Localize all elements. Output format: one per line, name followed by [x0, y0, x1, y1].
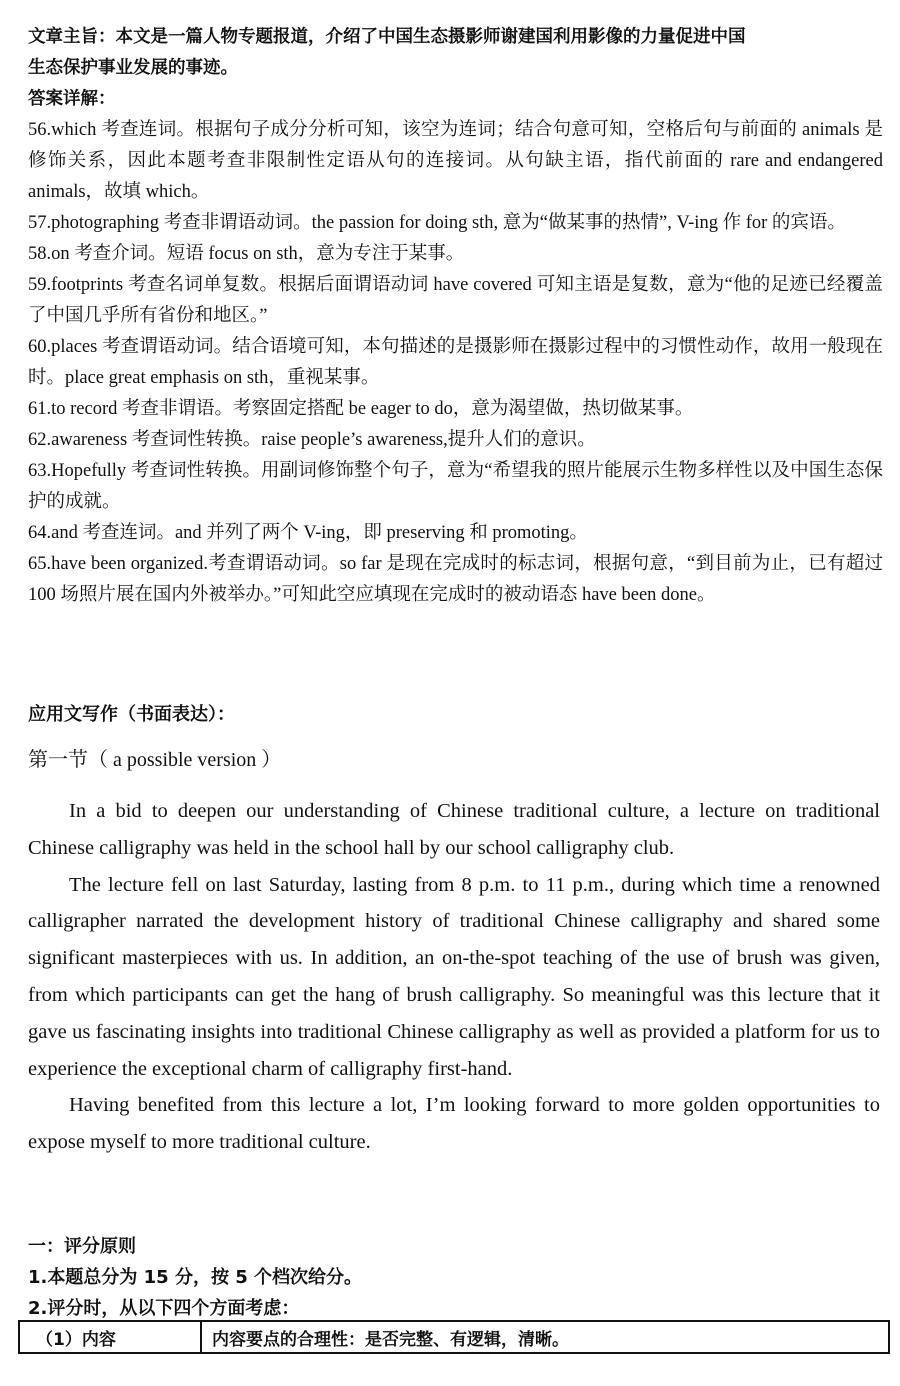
answer-item-57 [28, 208, 883, 239]
answer-number: 59.footprints [28, 275, 124, 295]
scoring-rule-2: 2.评分时，从以下四个方面考虑： [28, 1298, 300, 1319]
answer-explanation: 考查名词单复数。根据后面谓语动词 have covered 可知主语是复数，意为“他的足迹已经覆盖了中国几乎所有省份和地区。” [28, 275, 883, 326]
scoring-rule-1: 1.本题总分为 15 分，按 5 个档次给分。 [28, 1267, 363, 1288]
answer-explanation: 考查介词。短语 focus on sth，意为专注于某事。 [69, 244, 465, 264]
answer-item-62 [28, 425, 883, 456]
section-label: 第一节 [28, 747, 88, 771]
answer-number: 57.photographing [28, 213, 160, 233]
rubric-category: （1）内容 [19, 1321, 201, 1353]
answer-number: 58.on [28, 244, 70, 264]
answer-item-61 [28, 394, 883, 425]
answer-explanation: 考查连词。and 并列了两个 V-ing，即 preserving 和 promoting。 [77, 523, 588, 543]
article-summary [28, 22, 880, 84]
answer-explanation: 考查谓语动词。结合语境可知，本句描述的是摄影师在摄影过程中的习惯性动作，故用一般现在时。place great emphasis on sth，重视某事。 [28, 337, 883, 388]
answer-explanation: 考查非谓语动词。the passion for doing sth, 意为“做某事的热情”, V-ing 作 for 的宾语。 [159, 213, 846, 233]
summary-line-1: 文章主旨：本文是一篇人物专题报道，介绍了中国生态摄影师谢建国利用影像的力量促进中国 [28, 27, 746, 47]
answer-item-59 [28, 270, 883, 332]
answer-item-65 [28, 549, 883, 611]
answer-explanation: 考查谓语动词。so far 是现在完成时的标志词，根据句意，“到目前为止，已有超过 100 场照片展在国内外被举办。”可知此空应填现在完成时的被动语态 have been done。 [28, 554, 883, 605]
essay-paragraph-1: In a bid to deepen our understanding of Chinese traditional culture, a lecture on traditional Chinese calligraphy was held in the school hall by our school calligraphy club. [28, 800, 880, 859]
answer-item-58 [28, 239, 883, 270]
section-version: （ a possible version ） [88, 749, 282, 771]
answer-list [28, 115, 883, 611]
answer-explanation: 考查词性转换。raise people’s awareness,提升人们的意识。 [127, 430, 596, 450]
summary-line-2: 生态保护事业发展的事迹。 [28, 58, 238, 78]
scoring-table [18, 1320, 890, 1354]
answer-explanation: 考查非谓语。考察固定搭配 be eager to do，意为渴望做，热切做某事。 [117, 399, 694, 419]
answer-number: 63.Hopefully [28, 461, 127, 481]
answer-explanation: 考查词性转换。用副词修饰整个句子，意为“希望我的照片能展示生物多样性以及中国生态保护的成就。 [28, 461, 883, 512]
answer-number: 60.places [28, 337, 98, 357]
essay-paragraph-2: The lecture fell on last Saturday, lasting from 8 p.m. to 11 p.m., during which time a renowned calligrapher narrated the development history of traditional Chinese calligraphy and shared some significant masterpieces with us. In addition, an on-the-spot teaching of the use of brush was given, from which participants can get the hang of brush calligraphy. So meaningful was this lecture that it gave us fascinating insights into traditional Chinese calligraphy as well as provided a platform for us to experience the exceptional charm of calligraphy first-hand. [28, 873, 880, 1080]
model-essay [28, 793, 880, 1161]
answer-number: 61.to record [28, 399, 118, 419]
rubric-description: 内容要点的合理性：是否完整、有逻辑，清晰。 [201, 1321, 889, 1353]
answer-item-60 [28, 332, 883, 394]
answer-item-64 [28, 518, 883, 549]
scoring-header: 一：评分原则 [28, 1236, 136, 1257]
answers-header: 答案详解： [28, 89, 116, 109]
answer-number: 62.awareness [28, 430, 128, 450]
writing-header: 应用文写作（书面表达）： [28, 704, 235, 725]
essay-paragraph-3: Having benefited from this lecture a lot, I’m looking forward to more golden opportunities to expose myself to more traditional culture. [28, 1094, 880, 1154]
table-row [19, 1321, 889, 1353]
answer-number: 64.and [28, 523, 78, 543]
answer-number: 56.which [28, 120, 97, 140]
answer-item-63 [28, 456, 883, 518]
section-title [28, 743, 281, 772]
answer-number: 65.have been organized. [28, 554, 209, 574]
answer-explanation: 考查连词。根据句子成分分析可知，该空为连词；结合句意可知，空格后句与前面的 animals 是修饰关系，因此本题考查非限制性定语从句的连接词。从句缺主语，指代前面的 rare and endangered animals，故填 which。 [28, 120, 883, 202]
answer-item-56 [28, 115, 883, 208]
